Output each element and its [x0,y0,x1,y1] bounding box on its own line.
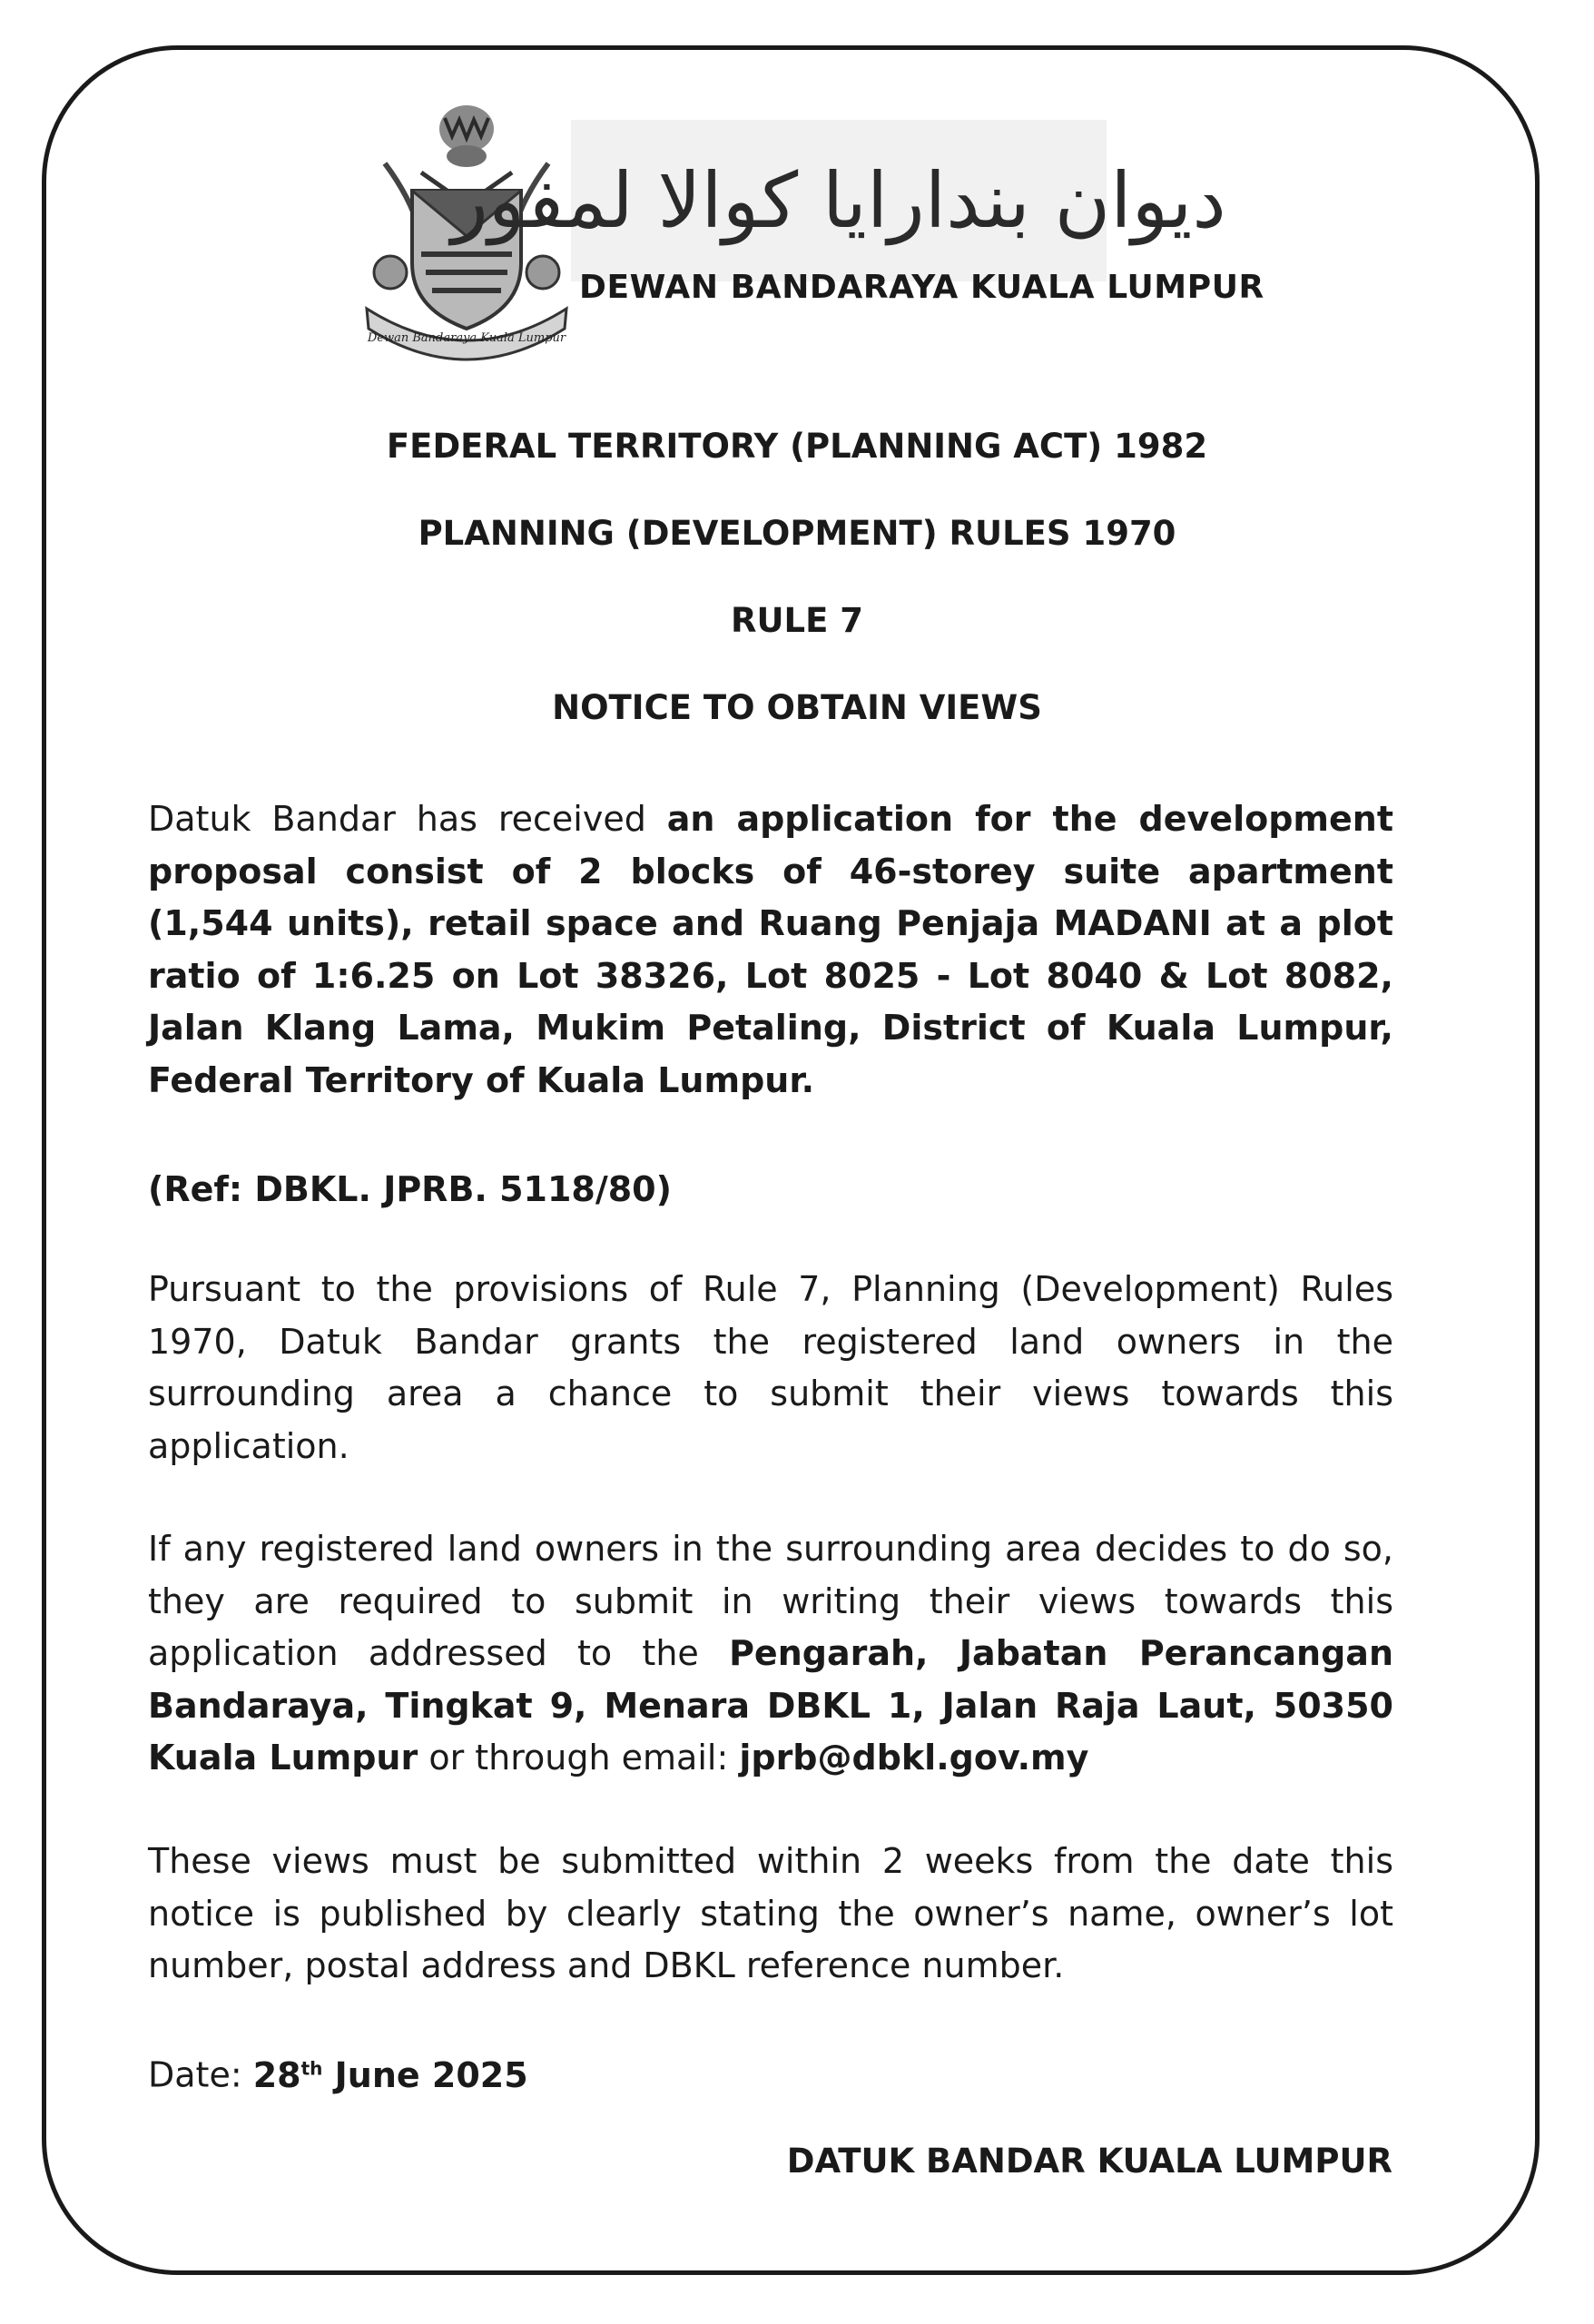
notice-headings [148,427,1446,775]
reference-number: (Ref: DBKL. JPRB. 5118/80) [148,1169,672,1209]
date-label: Date: [148,2054,253,2095]
rules-heading: PLANNING (DEVELOPMENT) RULES 1970 [418,514,1176,553]
act-heading: FEDERAL TERRITORY (PLANNING ACT) 1982 [386,427,1208,466]
submission-paragraph [148,1523,1393,1785]
date-month-year: June 2025 [322,2054,528,2095]
signatory: DATUK BANDAR KUALA LUMPUR [786,2142,1392,2181]
rule-heading: RULE 7 [730,601,863,640]
notice-title: NOTICE TO OBTAIN VIEWS [552,688,1042,727]
notice-date [148,2043,528,2102]
deadline-paragraph: These views must be submitted within 2 weeks from the date this notice is published by clearly stating the owner’s name, owner’s lot number, postal address and DBKL reference number. [148,1841,1393,1985]
organization-name: DEWAN BANDARAYA KUALA LUMPUR [579,269,1264,306]
submission-address: Pengarah, Jabatan Perancangan Bandaraya, Tingkat 9, Menara DBKL 1, Jalan Raja Laut, 50350 Kuala Lumpur [148,1633,1394,1777]
submission-email: jprb@dbkl.gov.my [739,1738,1089,1777]
submission-lead: If any registered land owners in the surrounding area decides to do so, they are required to submit in writing their views towards this application addressed to the [148,1529,1393,1673]
jawi-wordmark-logo [451,120,1226,281]
provisions-paragraph: Pursuant to the provisions of Rule 7, Planning (Development) Rules 1970, Datuk Bandar grants the registered land owners in the surrounding area a chance to submit their views towards this application. [148,1269,1393,1466]
application-details: an application for the development proposal consist of 2 blocks of 46-storey suite apartment (1,544 units), retail space and Ruang Penjaja MADANI at a plot ratio of 1:6.25 on Lot 38326, Lot 8025 - Lot 8040 & Lot 8082, Jalan Klang Lama, Mukim Petaling, District of Kuala Lumpur, Federal Territory of Kuala Lumpur. [148,799,1393,1100]
jawi-wordmark-text: ديوان بندارايا كوالا لمفور [451,156,1226,245]
date-value [253,2055,528,2095]
header [358,100,1265,363]
date-day: 28 [252,2054,301,2095]
application-lead: Datuk Bandar has received [148,799,667,839]
date-day-suffix: th [300,2057,323,2079]
crest-ribbon-text: Dewan Bandaraya Kuala Lumpur [367,331,566,345]
application-paragraph [148,793,1393,1107]
submission-middle: or through email: [418,1738,740,1777]
